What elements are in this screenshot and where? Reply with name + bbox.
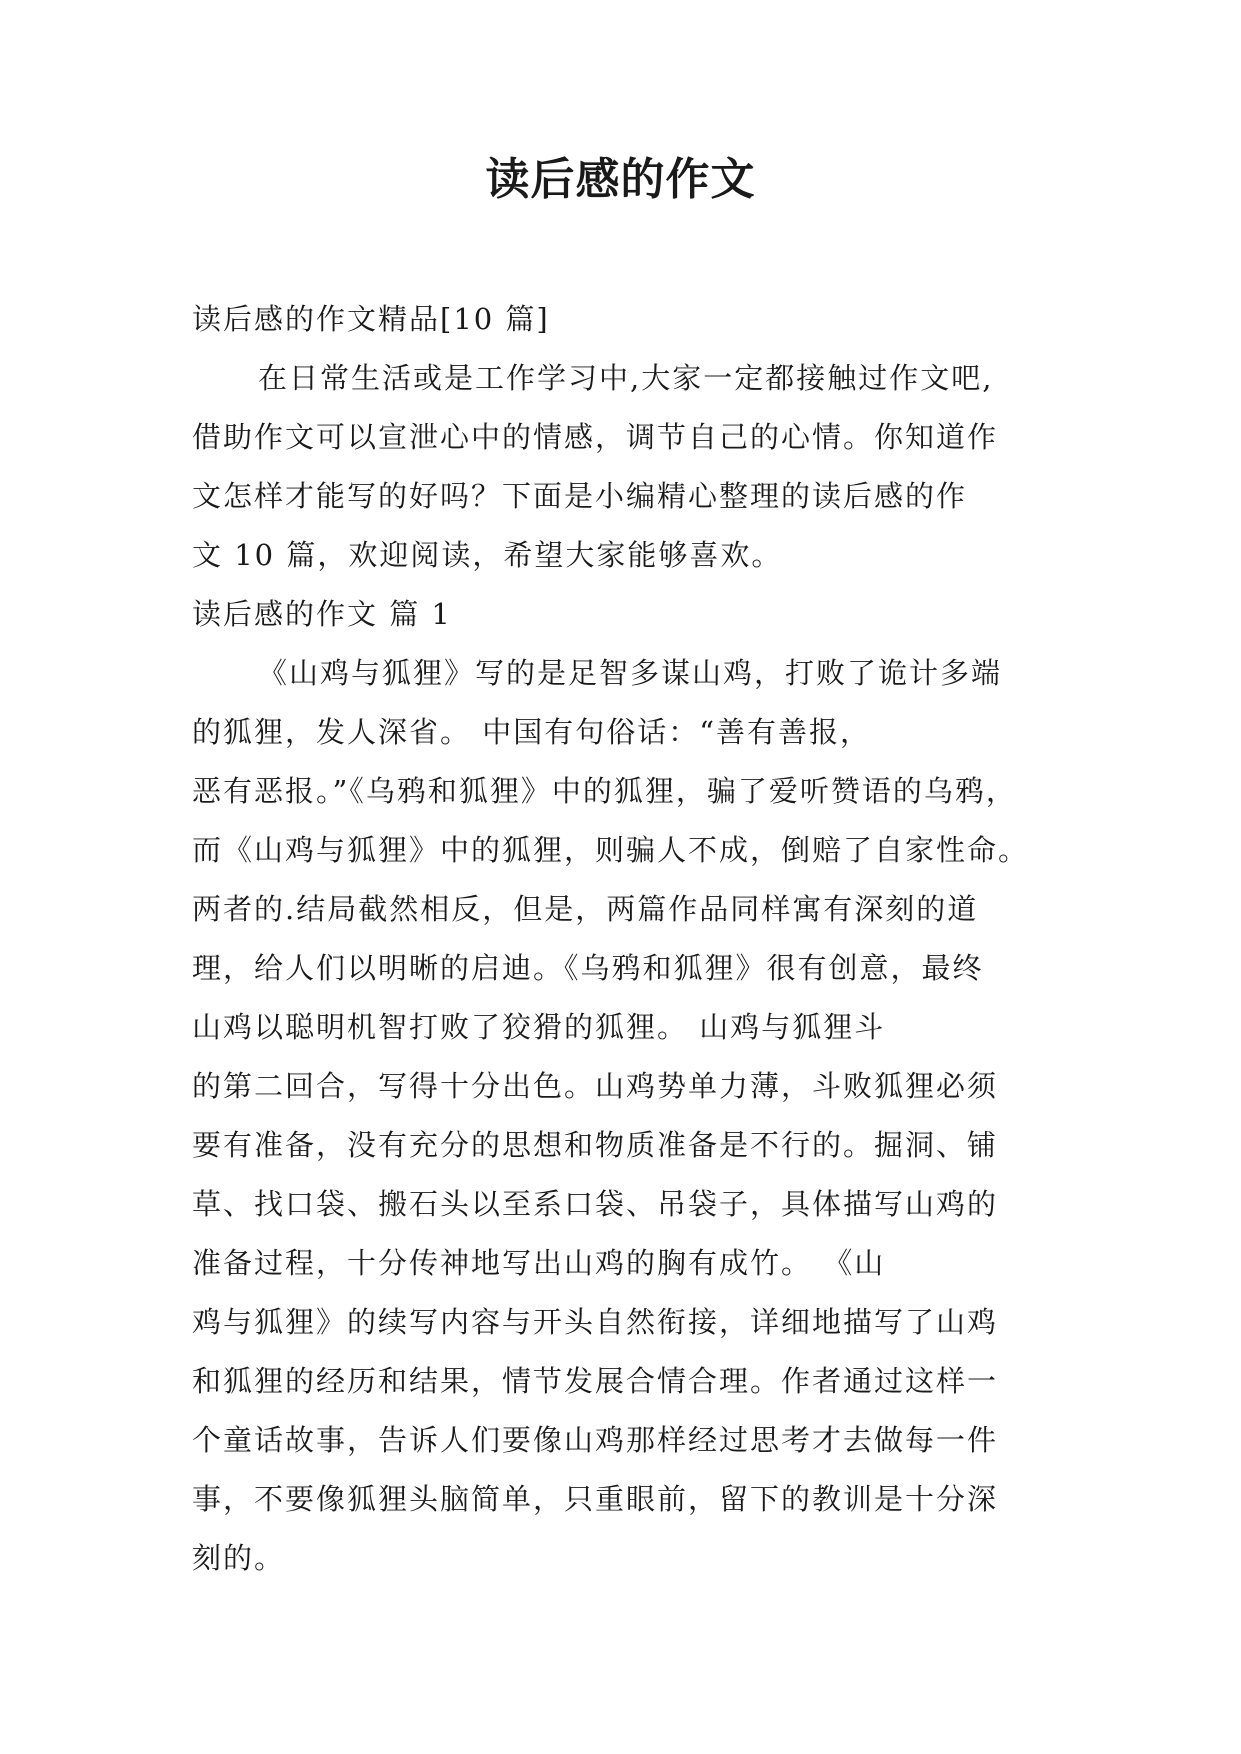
text-line: 山鸡以聪明机智打败了狡猾的狐狸。 山鸡与狐狸斗 [192, 1010, 886, 1044]
text-line: 两者的.结局截然相反，但是，两篇作品同样寓有深刻的道 [192, 892, 979, 926]
text-line: 鸡与狐狸》的续写内容与开头自然衔接，详细地描写了山鸡 [192, 1305, 999, 1339]
text-line: 个童话故事，告诉人们要像山鸡那样经过思考才去做每一件 [192, 1423, 999, 1457]
document-body [192, 290, 1054, 1588]
text-line: 事，不要像狐狸头脑简单，只重眼前，留下的教训是十分深 [192, 1482, 999, 1516]
document-title: 读后感的作文 [485, 154, 756, 205]
text-line: 和狐狸的经历和结果，情节发展合情合理。作者通过这样一 [192, 1364, 999, 1398]
text-line: 借助作文可以宣泄心中的情感，调节自己的心情。你知道作 [192, 420, 999, 454]
text-line: 刻的。 [192, 1541, 286, 1575]
text-line: 文 10 篇，欢迎阅读，希望大家能够喜欢。 [192, 538, 783, 572]
text-line: 文怎样才能写的好吗？下面是小编精心整理的读后感的作 [192, 479, 968, 513]
text-line: 的狐狸，发人深省。 中国有句俗话：“善有善报， [192, 715, 872, 749]
text-line: 《山鸡与狐狸》写的是足智多谋山鸡，打败了诡计多端 [258, 656, 1003, 690]
text-line: 要有准备，没有充分的思想和物质准备是不行的。掘洞、铺 [192, 1128, 999, 1162]
text-line: 的第二回合，写得十分出色。山鸡势单力薄，斗败狐狸必须 [192, 1069, 999, 1103]
text-line: 恶有恶报。”《乌鸦和狐狸》中的狐狸，骗了爱听赞语的乌鸦， [192, 774, 1017, 808]
text-line: 读后感的作文精品[10 篇] [192, 302, 550, 336]
text-line: 而《山鸡与狐狸》中的狐狸，则骗人不成，倒赔了自家性命。 [192, 833, 1030, 867]
text-line: 草、找口袋、搬石头以至系口袋、吊袋子，具体描写山鸡的 [192, 1187, 999, 1221]
text-line: 在日常生活或是工作学习中,大家一定都接触过作文吧, [258, 361, 994, 395]
text-line: 准备过程，十分传神地写出山鸡的胸有成竹。 《山 [192, 1246, 886, 1280]
text-line: 理，给人们以明晰的启迪。《乌鸦和狐狸》很有创意，最终 [192, 951, 984, 985]
text-line: 读后感的作文 篇 1 [192, 597, 452, 631]
